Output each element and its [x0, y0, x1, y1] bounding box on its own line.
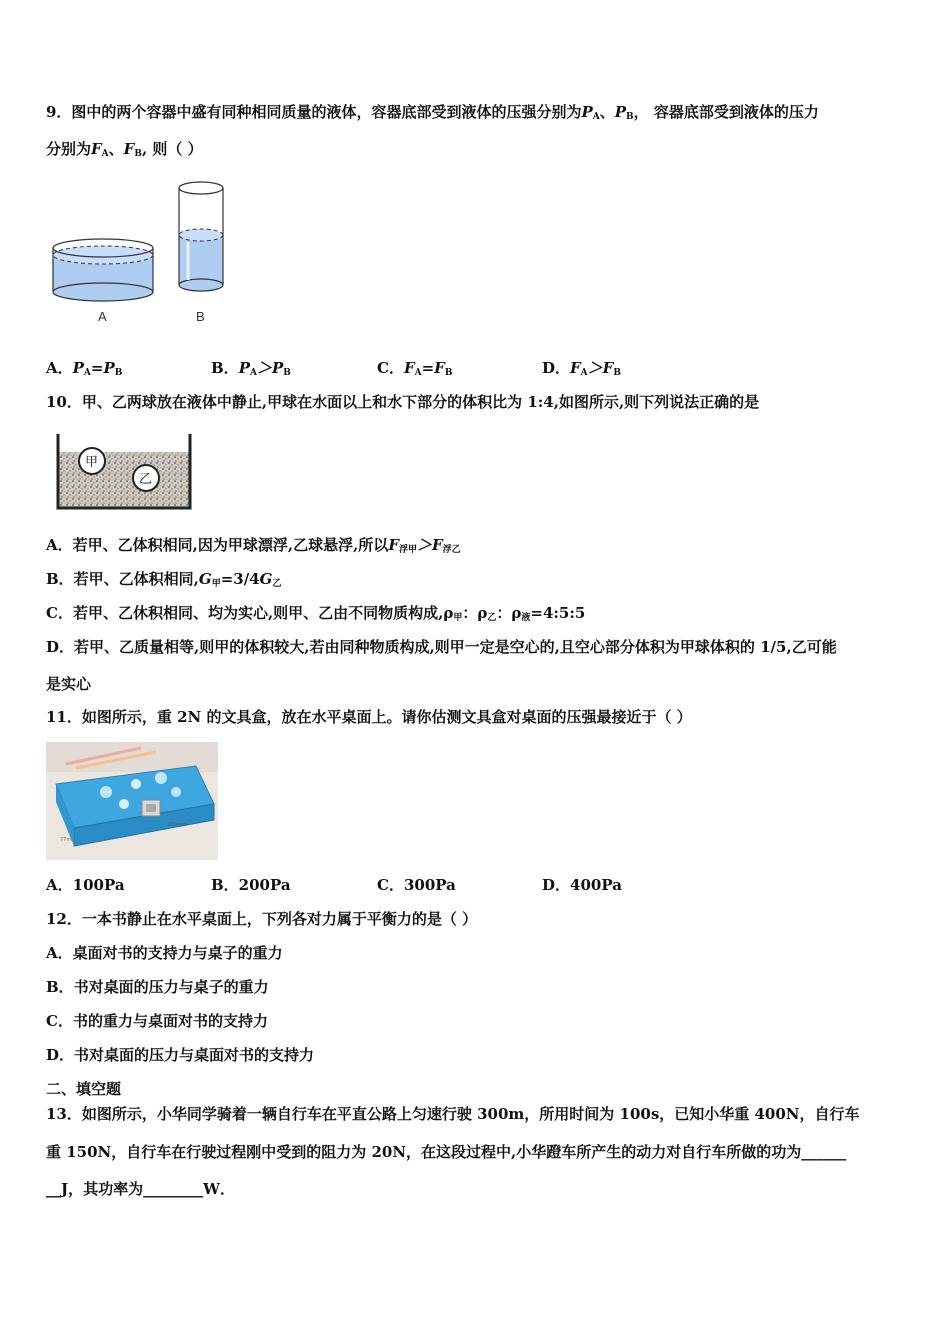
ball-jia-label: 甲 [85, 455, 99, 470]
q12-stem: 12．一本书静止在水平桌面上，下列各对力属于平衡力的是（ ） [46, 910, 478, 928]
q10-option-d-line2: 是实心 [46, 675, 92, 693]
dim-label-small: 77mm [60, 837, 77, 843]
label-b: B [196, 309, 205, 324]
q13-line1: 13．如图所示，小华同学骑着一辆自行车在平直公路上匀速行驶 300m，所用时间为 100s，已知小华重 400N，自行车 [46, 1105, 860, 1123]
q9-option-d[interactable]: D．$F_A>F_B$ [542, 359, 621, 378]
q11-pencil-box-photo [46, 742, 218, 860]
q12-option-d[interactable]: D．书对桌面的压力与桌面对书的支持力 [46, 1046, 315, 1064]
q10-option-c[interactable]: C．若甲、乙休积相同、均为实心,则甲、乙由不同物质构成$,\rho_甲$：$\rho_乙$：$\rho_液=4:5:5$ [46, 604, 586, 623]
container-a [53, 239, 153, 301]
q13-line3[interactable]: __J，其功率为________W． [46, 1180, 235, 1198]
q10-option-d-line1[interactable]: D．若甲、乙质量相等,则甲的体积较大,若由同种物质构成,则甲一定是空心的,且空心部分体积为甲球体积的 1/5,乙可能 [46, 638, 837, 656]
q11-option-c[interactable]: C．300Pa [377, 876, 456, 894]
q12-option-c[interactable]: C．书的重力与桌面对书的支持力 [46, 1012, 268, 1030]
q10-option-b[interactable]: B．若甲、乙体积相同$,G_甲=3/4G_乙$ [46, 570, 282, 589]
q11-stem: 11．如图所示，重 2N 的文具盒，放在水平桌面上。请你估测文具盒对桌面的压强最接近于（ ） [46, 708, 692, 726]
q9-containers-figure [48, 180, 238, 330]
ball-yi-label: 乙 [139, 472, 153, 487]
q9-option-c[interactable]: C．$F_A=F_B$ [377, 359, 453, 378]
q11-option-d[interactable]: D．400Pa [542, 876, 622, 894]
label-a: A [98, 309, 107, 324]
q9-option-a[interactable]: A．$P_A=P_B$ [46, 359, 123, 378]
q10-stem: 10．甲、乙两球放在液体中静止,甲球在水面以上和水下部分的体积比为 1:4,如图所示,则下列说法正确的是 [46, 393, 760, 411]
q12-option-a[interactable]: A．桌面对书的支持力与桌子的重力 [46, 944, 283, 962]
q10-balls-figure [54, 432, 196, 514]
q9-option-b[interactable]: B．$P_A>P_B$ [211, 359, 291, 378]
q11-option-b[interactable]: B．200Pa [211, 876, 291, 894]
q11-option-a[interactable]: A．100Pa [46, 876, 125, 894]
q9-line1: 9．图中的两个容器中盛有同种相同质量的液体，容器底部受到液体的压强分别为$P_A$、$P_B$， 容器底部受到液体的压力 [46, 103, 819, 122]
container-b [179, 182, 223, 291]
q9-line2: 分别为$F_A$、$F_B$, 则（ ） [46, 140, 203, 159]
q12-option-b[interactable]: B．书对桌面的压力与桌子的重力 [46, 978, 269, 996]
section-title-fill-in: 二、填空题 [46, 1080, 122, 1098]
dim-label-large: 200mm [168, 822, 188, 828]
q10-option-a[interactable]: A．若甲、乙体积相同,因为甲球漂浮,乙球悬浮,所以$F_{浮甲}>F_{浮乙}$ [46, 536, 461, 555]
q13-line2[interactable]: 重 150N，自行车在行驶过程刚中受到的阻力为 20N，在这段过程中,小华蹬车所产生的动力对自行车所做的功为______ [46, 1143, 847, 1161]
